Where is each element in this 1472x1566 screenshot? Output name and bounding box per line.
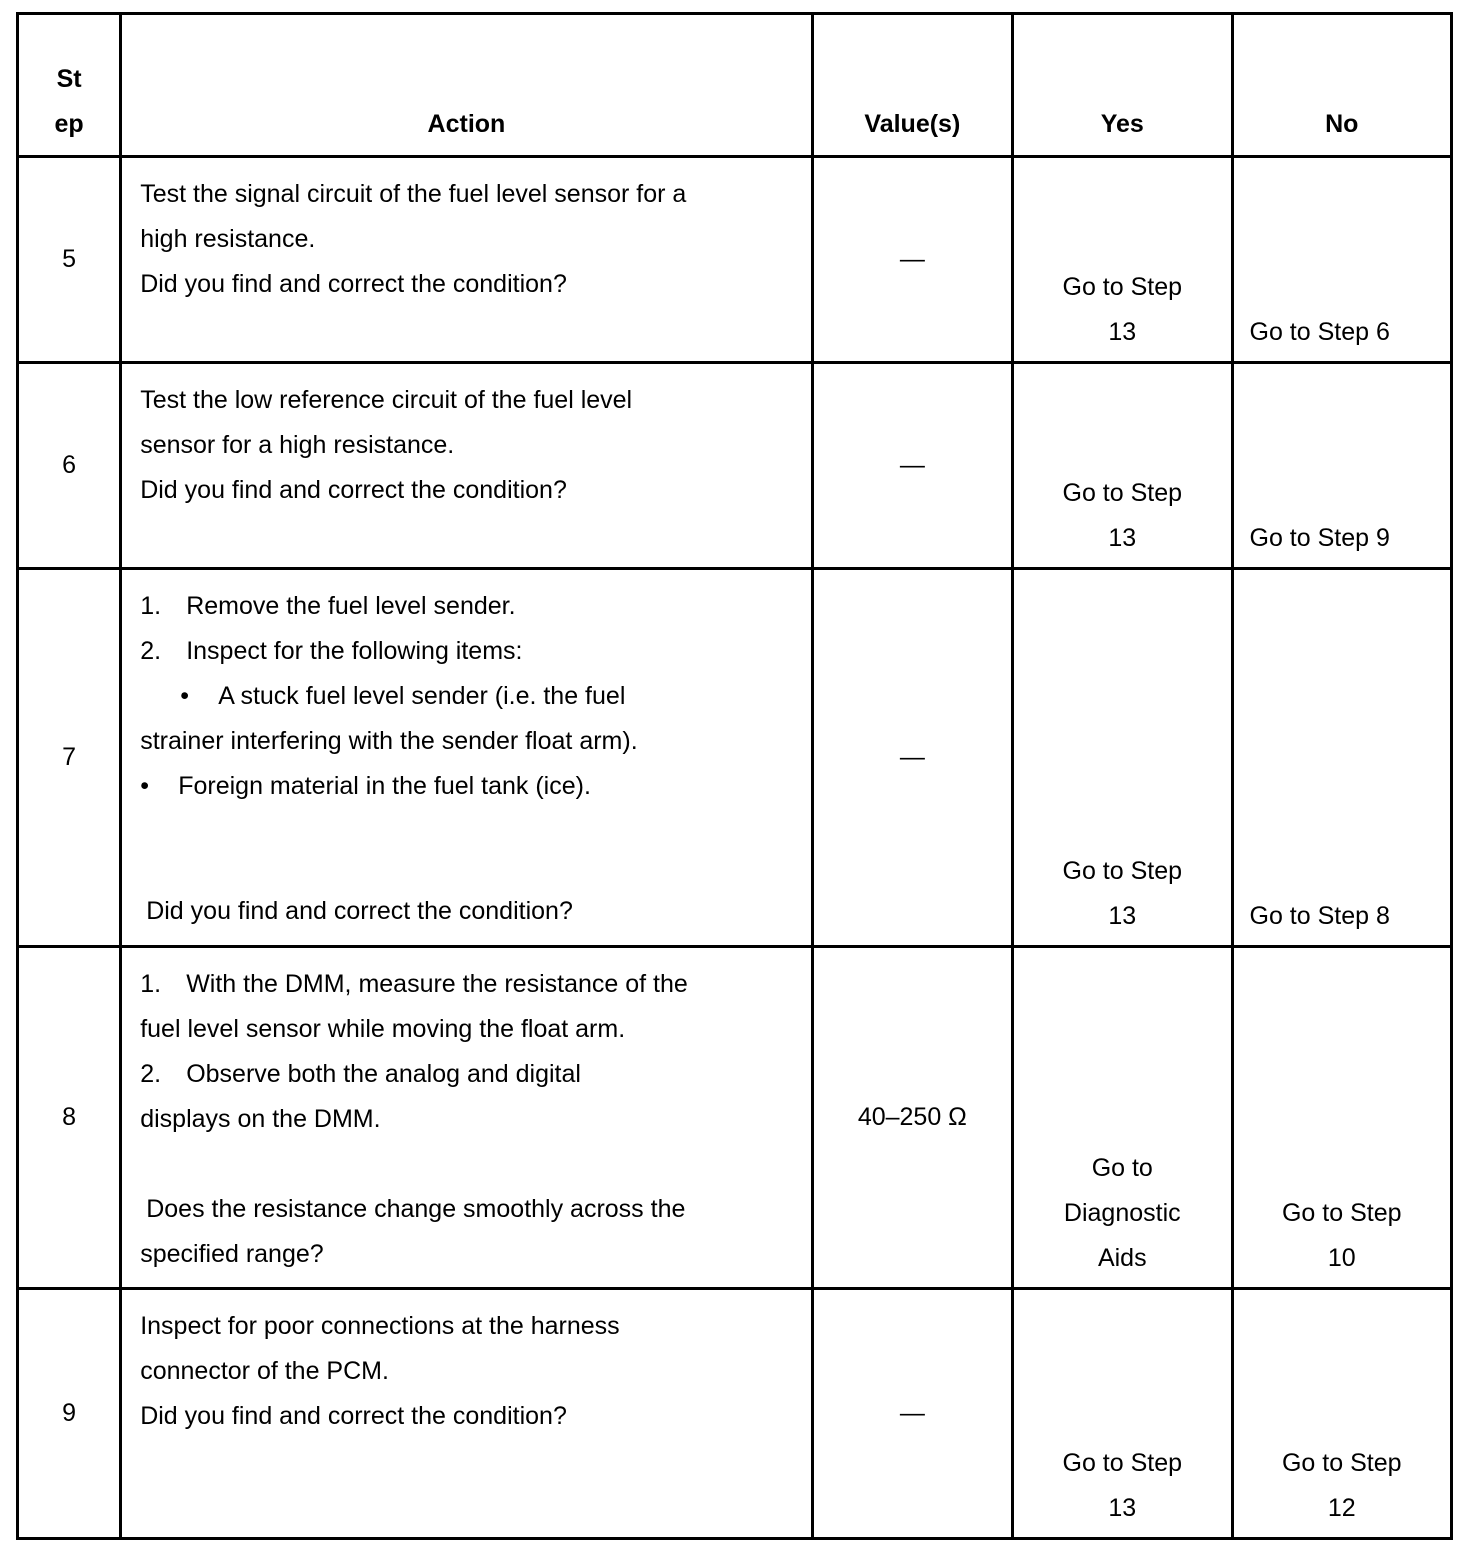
header-no: No — [1232, 14, 1452, 157]
action-sub-item — [140, 764, 800, 809]
yes-line: 13 — [1108, 902, 1137, 930]
action-text — [121, 157, 812, 363]
action-line: Did you find and correct the condition? — [140, 1402, 567, 1430]
yes-line: 13 — [1108, 524, 1137, 552]
action-list-item — [140, 962, 800, 1007]
action-line: sensor for a high resistance. — [140, 431, 455, 459]
yes-line: Go to Step — [1062, 857, 1183, 885]
no-cell — [1232, 569, 1452, 947]
step-number: 7 — [18, 569, 121, 947]
item-text: Remove the fuel level sender. — [186, 592, 516, 620]
no-line: Go to Step 8 — [1249, 902, 1390, 930]
step-number: 9 — [18, 1289, 121, 1539]
step-number: 6 — [18, 363, 121, 569]
action-line: high resistance. — [140, 225, 316, 253]
action-text — [121, 363, 812, 569]
yes-line: Go to Step — [1062, 273, 1183, 301]
action-text — [121, 1289, 812, 1539]
bullet-icon: • — [140, 772, 149, 800]
yes-cell — [1013, 363, 1232, 569]
action-line: Test the low reference circuit of the fuel level — [140, 386, 633, 414]
yes-cell — [1013, 157, 1232, 363]
header-row — [18, 14, 1452, 157]
yes-line: Go to Step — [1062, 1449, 1183, 1477]
action-sub-item-cont: strainer interfering with the sender float arm). — [140, 727, 638, 755]
header-action: Action — [121, 14, 812, 157]
yes-line: 13 — [1108, 318, 1137, 346]
no-line: 12 — [1327, 1494, 1356, 1522]
item-text: Observe both the analog and digital — [186, 1060, 581, 1088]
header-values: Value(s) — [812, 14, 1012, 157]
no-line: Go to Step — [1281, 1449, 1402, 1477]
yes-cell — [1013, 947, 1232, 1289]
no-line: Go to Step 9 — [1249, 524, 1390, 552]
no-cell — [1232, 1289, 1452, 1539]
action-question: Does the resistance change smoothly across the — [146, 1195, 686, 1223]
value-cell: — — [812, 569, 1012, 947]
action-text — [121, 569, 812, 947]
action-line: Did you find and correct the condition? — [140, 270, 567, 298]
value-cell: — — [812, 1289, 1012, 1539]
action-list-item-cont: displays on the DMM. — [140, 1105, 381, 1133]
no-cell — [1232, 157, 1452, 363]
header-step — [18, 14, 121, 157]
value-cell: — — [812, 157, 1012, 363]
action-question-cont: specified range? — [140, 1240, 324, 1268]
yes-line: Aids — [1097, 1244, 1147, 1272]
yes-cell — [1013, 1289, 1232, 1539]
action-list-item — [140, 584, 800, 629]
bullet-icon: • — [180, 682, 189, 710]
table-row-step-7 — [18, 569, 1452, 947]
action-line: Test the signal circuit of the fuel level sensor for a — [140, 180, 687, 208]
yes-cell — [1013, 569, 1232, 947]
no-line: Go to Step 6 — [1249, 318, 1390, 346]
diagnostic-table — [16, 12, 1453, 1540]
action-list-item — [140, 1052, 800, 1097]
item-number: 1. — [140, 970, 162, 998]
item-text: Foreign material in the fuel tank (ice). — [178, 772, 591, 800]
action-list-item-cont: fuel level sensor while moving the float arm. — [140, 1015, 626, 1043]
no-cell — [1232, 363, 1452, 569]
action-sub-item — [140, 674, 800, 719]
step-number: 8 — [18, 947, 121, 1289]
table-row-step-8 — [18, 947, 1452, 1289]
no-cell — [1232, 947, 1452, 1289]
no-line: Go to Step — [1281, 1199, 1402, 1227]
item-text: A stuck fuel level sender (i.e. the fuel — [218, 682, 626, 710]
step-number: 5 — [18, 157, 121, 363]
yes-line: Go to — [1091, 1154, 1153, 1182]
table-row-step-5 — [18, 157, 1452, 363]
item-text: With the DMM, measure the resistance of the — [186, 970, 688, 998]
action-line: Did you find and correct the condition? — [140, 476, 567, 504]
table-row-step-6 — [18, 363, 1452, 569]
header-step-line1: St — [56, 65, 82, 93]
action-question: Did you find and correct the condition? — [146, 897, 573, 925]
yes-line: Go to Step — [1062, 479, 1183, 507]
action-text — [121, 947, 812, 1289]
table-row-step-9 — [18, 1289, 1452, 1539]
item-text: Inspect for the following items: — [186, 637, 523, 665]
action-list-item — [140, 629, 800, 674]
yes-line: 13 — [1108, 1494, 1137, 1522]
yes-line: Diagnostic — [1063, 1199, 1181, 1227]
header-yes: Yes — [1013, 14, 1232, 157]
value-cell: 40–250 Ω — [812, 947, 1012, 1289]
header-step-line2: ep — [54, 110, 84, 138]
action-line: Inspect for poor connections at the harness — [140, 1312, 620, 1340]
item-number: 2. — [140, 637, 162, 665]
value-cell: — — [812, 363, 1012, 569]
item-number: 2. — [140, 1060, 162, 1088]
no-line: 10 — [1327, 1244, 1356, 1272]
action-line: connector of the PCM. — [140, 1357, 389, 1385]
item-number: 1. — [140, 592, 162, 620]
